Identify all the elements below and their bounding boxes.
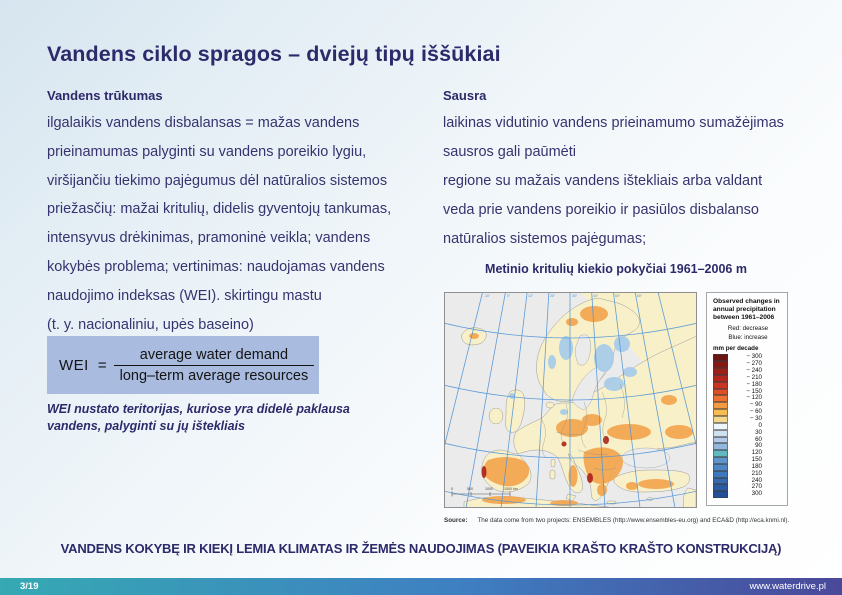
legend-swatch	[713, 354, 728, 361]
legend-swatch	[713, 457, 728, 464]
legend-label: 0	[758, 421, 762, 429]
left-column-heading: Vandens trūkumas	[47, 88, 163, 103]
legend-entry	[713, 464, 783, 471]
legend-entry	[713, 409, 783, 416]
page-number: 3/19	[20, 581, 39, 592]
paragraph-line: veda prie vandens poreikio ir pasiūlos disbalanso	[443, 202, 759, 218]
legend-title-line: Observed changes in	[713, 298, 780, 305]
legend-title-line: annual precipitation	[713, 305, 776, 313]
map-source-line	[444, 517, 814, 524]
legend-entry	[713, 402, 783, 409]
legend-label: 270	[751, 483, 762, 491]
paragraph-line: natūralios sistemos pajėgumas;	[443, 231, 647, 247]
wei-formula-box	[47, 336, 319, 394]
scalebar-1500: 1500 km	[504, 487, 518, 491]
legend-label: 240	[751, 476, 762, 484]
legend-swatch	[713, 437, 728, 444]
legend-label: − 270	[746, 360, 762, 368]
legend-entry	[713, 450, 783, 457]
legend-swatch	[713, 423, 728, 430]
legend-entry	[713, 491, 783, 498]
paragraph-line: laikinas vidutinio vandens prieinamumo sumažėjimas	[443, 115, 784, 131]
paragraph-line: naudojimo indeksas (WEI). skirtingu mastu	[47, 287, 322, 304]
europe-precipitation-map	[444, 292, 697, 508]
legend-label: 30	[755, 428, 762, 436]
legend-label: 180	[751, 462, 762, 470]
legend-swatch	[713, 389, 728, 396]
formula-equals: =	[97, 356, 107, 374]
legend-swatch	[713, 430, 728, 437]
right-column-heading: Sausra	[443, 88, 487, 103]
legend-swatch	[713, 416, 728, 423]
website-link[interactable]: www.waterdrive.pl	[749, 581, 826, 592]
legend-swatch	[713, 478, 728, 485]
legend-entry	[713, 443, 783, 450]
legend-swatch	[713, 368, 728, 375]
map-legend	[706, 292, 788, 506]
legend-swatch	[713, 450, 728, 457]
legend-label: − 120	[746, 394, 762, 402]
source-text: The data come from two projects: ENSEMBLES (http://www.ensembles-eu.org) and ECA&D (http://eca.knmi.nl).	[477, 517, 790, 524]
paragraph-line: prieinamumas palyginti su vandens poreikio lygiu,	[47, 143, 367, 160]
legend-red-note: Red: decrease	[727, 325, 769, 333]
legend-swatch	[713, 443, 728, 450]
water-scarcity-paragraph	[47, 109, 427, 339]
legend-label: 150	[751, 456, 762, 464]
legend-label: − 210	[746, 373, 762, 381]
svg-text:50°: 50°	[615, 294, 621, 298]
legend-swatch	[713, 409, 728, 416]
paragraph-line: sausros gali paūmėti	[443, 144, 576, 160]
scalebar-1000: 1000	[485, 487, 493, 491]
svg-text:30°: 30°	[572, 294, 578, 298]
legend-entry	[713, 471, 783, 478]
svg-text:10°: 10°	[528, 294, 534, 298]
legend-title-line: between 1961–2006	[713, 313, 775, 321]
legend-entry	[713, 416, 783, 423]
formula-lhs: WEI	[59, 356, 89, 374]
paragraph-line: regione su mažais vandens ištekliais arba valdant	[443, 173, 763, 189]
legend-unit: mm per decade	[713, 345, 759, 353]
paragraph-line: priežasčių: mažai kritulių, didelis gyventojų tankumas,	[47, 201, 392, 218]
bottom-banner-text: VANDENS KOKYBĘ IR KIEKĮ LEMIA KLIMATAS IR ŽEMĖS NAUDOJIMAS (PAVEIKIA KRAŠTO KRAŠTO KONSTRUKCIJĄ)	[60, 541, 782, 556]
svg-text:20°: 20°	[550, 294, 556, 298]
svg-text:0°: 0°	[507, 294, 511, 298]
legend-entry	[713, 457, 783, 464]
legend-swatch	[713, 471, 728, 478]
formula-denominator: long–term average resources	[119, 367, 309, 384]
legend-blue-note: Blue: increase	[728, 334, 768, 342]
formula-fraction	[114, 347, 315, 384]
legend-swatch	[713, 402, 728, 409]
legend-entry	[713, 395, 783, 402]
legend-swatch	[713, 491, 728, 498]
svg-text:-10°: -10°	[484, 294, 491, 298]
legend-entry	[713, 478, 783, 485]
legend-color-scale	[713, 354, 783, 498]
legend-label: − 30	[749, 414, 762, 422]
legend-entry	[713, 423, 783, 430]
wei-note	[47, 401, 377, 434]
europe-map-svg	[444, 292, 697, 508]
legend-label: − 90	[749, 401, 762, 409]
legend-label: − 150	[746, 387, 762, 395]
legend-entry	[713, 437, 783, 444]
scalebar-0: 0	[451, 487, 453, 491]
svg-text:40°: 40°	[593, 294, 599, 298]
legend-swatch	[713, 484, 728, 491]
page-title: Vandens ciklo spragos – dviejų tipų iššūkiai	[47, 42, 501, 66]
legend-swatch	[713, 361, 728, 368]
legend-label: 210	[751, 469, 762, 477]
legend-entry	[713, 430, 783, 437]
paragraph-line: kokybės problema; vertinimas: naudojamas vandens	[47, 258, 385, 275]
legend-label: − 180	[746, 380, 762, 388]
paragraph-line: ilgalaikis vandens disbalansas = mažas vandens	[47, 115, 360, 131]
legend-label: 60	[755, 435, 762, 443]
scalebar-500: 500	[467, 487, 473, 491]
paragraph-line: viršijančiu tiekimo pajėgumus dėl natūralios sistemos	[47, 172, 388, 189]
legend-label: 120	[751, 449, 762, 457]
legend-swatch	[713, 382, 728, 389]
note-line: WEI nustato teritorijas, kuriose yra didelė paklausa	[47, 402, 350, 416]
note-line: vandens, palyginti su jų ištekliais	[47, 418, 245, 433]
paragraph-line: intensyvus drėkinimas, pramoninė veikla; vandens	[47, 230, 371, 247]
svg-text:60°: 60°	[637, 294, 643, 298]
formula-numerator: average water demand	[139, 346, 289, 363]
legend-label: − 60	[749, 408, 762, 416]
source-label: Source:	[444, 517, 468, 524]
legend-label: 300	[751, 490, 762, 498]
legend-swatch	[713, 464, 728, 471]
map-caption: Metinio kritulių kiekio pokyčiai 1961–2006 m	[485, 262, 747, 276]
drought-paragraph	[443, 109, 823, 254]
paragraph-line: (t. y. nacionaliniu, upės baseino)	[47, 316, 254, 333]
legend-label: 90	[755, 442, 762, 450]
footer-bar	[0, 578, 842, 595]
legend-swatch	[713, 395, 728, 402]
legend-entry	[713, 484, 783, 491]
legend-swatch	[713, 375, 728, 382]
legend-label: − 300	[746, 353, 762, 361]
legend-label: − 240	[746, 367, 762, 375]
